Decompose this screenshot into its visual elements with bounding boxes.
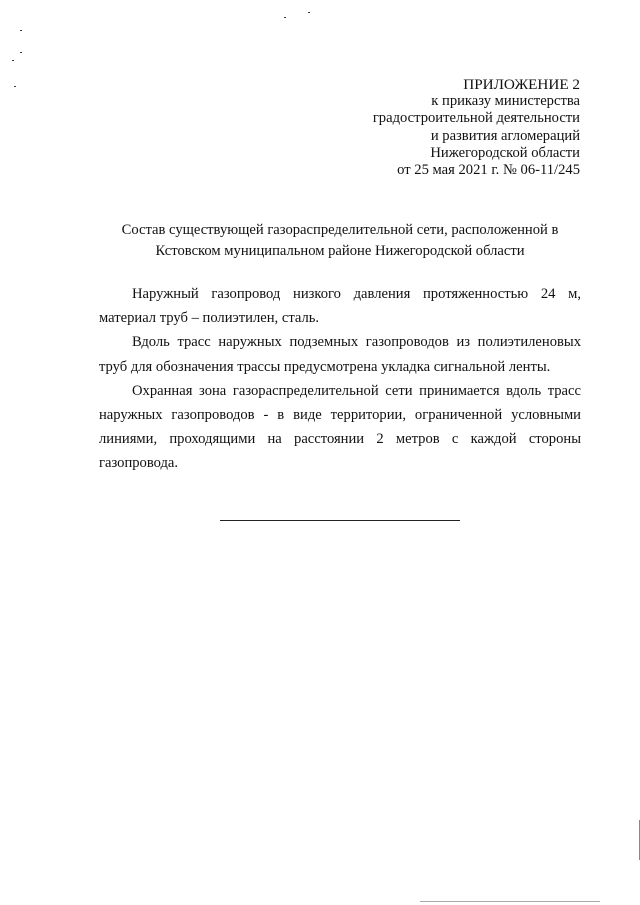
title-line-1: Состав существующей газораспределительной сети, расположенной в [121, 222, 559, 238]
appendix-number: ПРИЛОЖЕНИЕ 2 [463, 76, 580, 93]
closing-divider [220, 520, 460, 521]
scan-bottom-mark [420, 901, 600, 902]
scan-speck [14, 86, 16, 87]
document-body [99, 282, 581, 476]
paragraph-signal-tape: Вдоль трасс наружных подземных газопроводов из полиэтиленовых труб для обозначения трассы предусмотрена укладка сигнальной ленты. [99, 334, 581, 375]
appendix-ministry-line2: и развития агломераций [430, 127, 580, 144]
appendix-order-date: от 25 мая 2021 г. № 06-11/245 [397, 162, 580, 179]
scan-speck [12, 60, 14, 61]
scan-speck [20, 52, 22, 53]
paragraph-pipeline: Наружный газопровод низкого давления протяженностью 24 м, материал труб – полиэтилен, сталь. [99, 286, 581, 327]
paragraph-security-zone: Охранная зона газораспределительной сети принимается вдоль трасс наружных газопроводов - в виде территории, ограниченной условными линиями, проходящими на расстоянии 2 метров с каждой стороны газопровода. [99, 382, 581, 472]
scan-speck [308, 12, 310, 13]
scan-speck [284, 17, 286, 18]
appendix-order-ref: к приказу министерства [431, 93, 580, 110]
scan-speck [20, 30, 22, 31]
appendix-header [280, 76, 580, 179]
document-title [100, 220, 580, 262]
appendix-ministry-line1: градостроительной деятельности [372, 110, 580, 127]
title-line-2: Кстовском муниципальном районе Нижегородской области [155, 243, 525, 259]
appendix-region: Нижегородской области [430, 144, 580, 161]
